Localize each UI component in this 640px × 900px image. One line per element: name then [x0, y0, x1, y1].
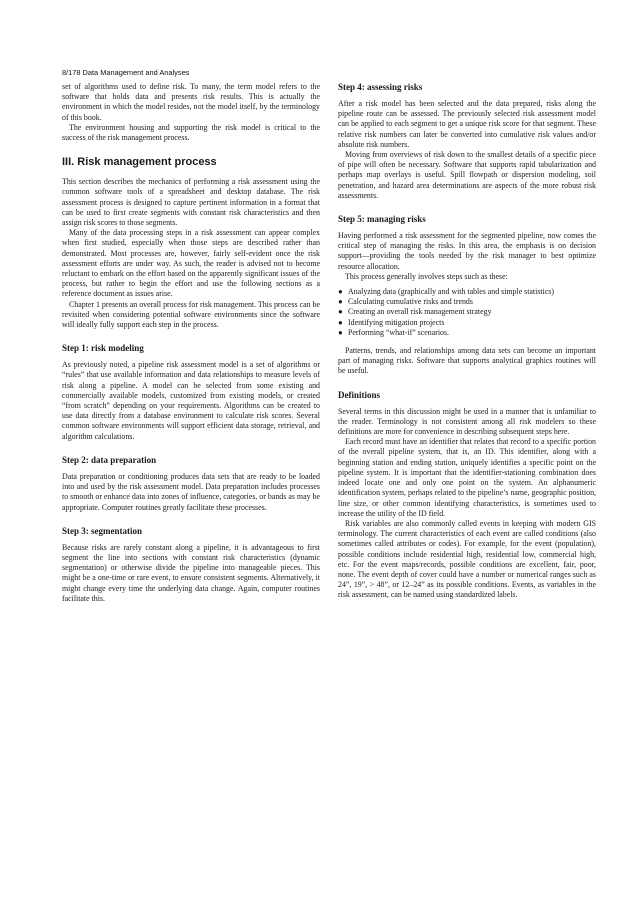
step5-paragraph-2: This process generally involves steps such as these: — [345, 271, 508, 281]
definitions-heading: Definitions — [338, 389, 381, 400]
step5-heading: Step 5: managing risks — [338, 214, 426, 225]
step4-heading: Step 4: assessing risks — [338, 82, 423, 92]
right-column — [338, 82, 596, 601]
list-item — [338, 287, 596, 297]
step2-heading: Step 2: data preparation — [62, 454, 157, 465]
step3-heading: Step 3: segmentation — [62, 525, 142, 536]
list-item — [338, 318, 596, 328]
list-item-text: Identifying mitigation projects — [348, 317, 445, 327]
list-item-text: Performing “what-if” scenarios. — [348, 327, 450, 337]
step4-paragraph-2: Moving from overviews of risk down to the smallest details of a specific piece of pipe will often be necessary. Software that supports rapid tabularization and perhaps map overlays is useful. Spill flowpath or dispersion modeling, soil penetration, and hazard area determinations are aspects of the more robust risk assessments. — [338, 150, 596, 200]
list-item — [338, 307, 596, 317]
bullet-icon: ● — [338, 327, 343, 337]
definitions-paragraph-3: Risk variables are also commonly called events in keeping with modern GIS terminology. The current characteristics of each event are called conditions (also sometimes called attributes or codes). For example, for the event (population), possible conditions include residential high, residential low, commercial high, etc. For the event maps/records, possible conditions are excellent, fair, poor, none. The event depth of cover could have a number or numerical ranges such as 24”, 19”, > 48”, or 12–24” as its possible conditions. Events, as variables in the risk assessment, can be named using standardized labels. — [338, 518, 596, 600]
bullet-icon: ● — [338, 287, 343, 297]
step3-paragraph: Because risks are rarely constant along a pipeline, it is advantageous to first segment the line into sections with constant risk characteristics (dynamic segmentation) or otherwise divide the pipeline into manageable pieces. This might be a one-time or rare event, to ensure consistent segments. Alternatively, it might change every time the underlying data change. Again, computer routines facilitate this. — [62, 542, 320, 603]
section-paragraph-1: This section describes the mechanics of performing a risk assessment using the common software tools of a spreadsheet and desktop database. The risk assessment process is designed to capture pertinent information in a format that can be used to first create segments with constant risk characteristics and then assign risk scores to those segments. — [62, 177, 320, 228]
list-item — [338, 297, 596, 307]
bullet-icon: ● — [338, 297, 343, 307]
section-paragraph-3: Chapter 1 presents an overall process for risk management. This process can be revisited when considering potential software environments since the software will ideally fully support each step in the process. — [62, 299, 320, 330]
intro-paragraph: set of algorithms used to define risk. To many, the term model refers to the software that holds data and presents risk results. This is actually the environment in which the model resides, not the model itself, by the terminology of this book. — [62, 82, 320, 122]
list-item — [338, 328, 596, 338]
step5-bullet-list — [338, 287, 596, 338]
step2-paragraph: Data preparation or conditioning produces data sets that are ready to be loaded into and used by the risk assessment model. Data preparation includes processes to smooth or enhance data into zones of influence, categories, or bands as may be appropriate. Computer routines greatly facilitate these processes. — [62, 471, 320, 512]
step5-paragraph-1: Having performed a risk assessment for the segmented pipeline, now comes the critical step of managing the risks. In this area, the emphasis is on decision support—providing the tools needed by the risk manager to best optimize resource allocation. — [338, 231, 596, 271]
section-heading: III. Risk management process — [62, 156, 217, 169]
bullet-icon: ● — [338, 317, 343, 327]
intro-paragraph-2: The environment housing and supporting the risk model is critical to the success of the risk management process. — [62, 122, 320, 143]
list-item-text: Analyzing data (graphically and with tables and simple statistics) — [348, 287, 554, 297]
list-item-text: Calculating cumulative risks and trends — [348, 297, 473, 307]
definitions-paragraph-1: Several terms in this discussion might be used in a manner that is unfamiliar to the reader. Terminology is not consistent among all risk modelers so these definitions are more for convenience in describing subsequent steps here. — [338, 406, 596, 437]
definitions-paragraph-2: Each record must have an identifier that relates that record to a specific portion of the overall pipeline system, that is, an ID. This identifier, along with a beginning station and ending station, uniquely identifies a specific point on the pipeline system. It is important that the identifier-stationing combination does indeed locate one and only one point on the system. An alphanumeric identification system, perhaps related to the pipeline’s name, geographic position, line size, or other common identifying characteristics, is sometimes used to increase the utility of the ID field. — [338, 437, 596, 518]
step5-paragraph-3: Patterns, trends, and relationships among data sets can become an important part of managing risks. Software that supports analytical graphics routines will be useful. — [338, 346, 596, 376]
step4-paragraph-1: After a risk model has been selected and the data prepared, risks along the pipeline route can be assessed. The previously selected risk assessment model can be applied to each segment to get a unique risk score for that segment. These relative risk numbers can later be converted into cumulative risk values and/or absolute risk numbers. — [338, 99, 596, 149]
step1-paragraph: As previously noted, a pipeline risk assessment model is a set of algorithms or “rules” that use available information and data relationships to measure levels of risk along a pipeline. A model can be selected from some existing and commercially available models, customized from existing models, or created “from scratch” depending on your requirements. Algorithms can be created to use data directly from a database environment to calculate risk scores. Several common software environments will support efficient data storage, retrieval, and algorithm calculations. — [62, 360, 320, 441]
step1-heading: Step 1: risk modeling — [62, 343, 144, 354]
running-header: 8/178 Data Management and Analyses — [62, 68, 190, 77]
section-paragraph-2: Many of the data processing steps in a risk assessment can appear complex when first studied, especially when those steps are described rather than demonstrated. Most processes are, however, fairly self-evident once the risk assessment efforts are under way. As such, the reader is advised not to become reluctant to embark on the effort based on the apparently significant issues of the process, but rather to begin the effort and use the following sections as a reference document as issues arise. — [62, 228, 320, 299]
left-column — [62, 82, 320, 604]
list-item-text: Creating an overall risk management strategy — [348, 307, 492, 317]
bullet-icon: ● — [338, 307, 343, 317]
